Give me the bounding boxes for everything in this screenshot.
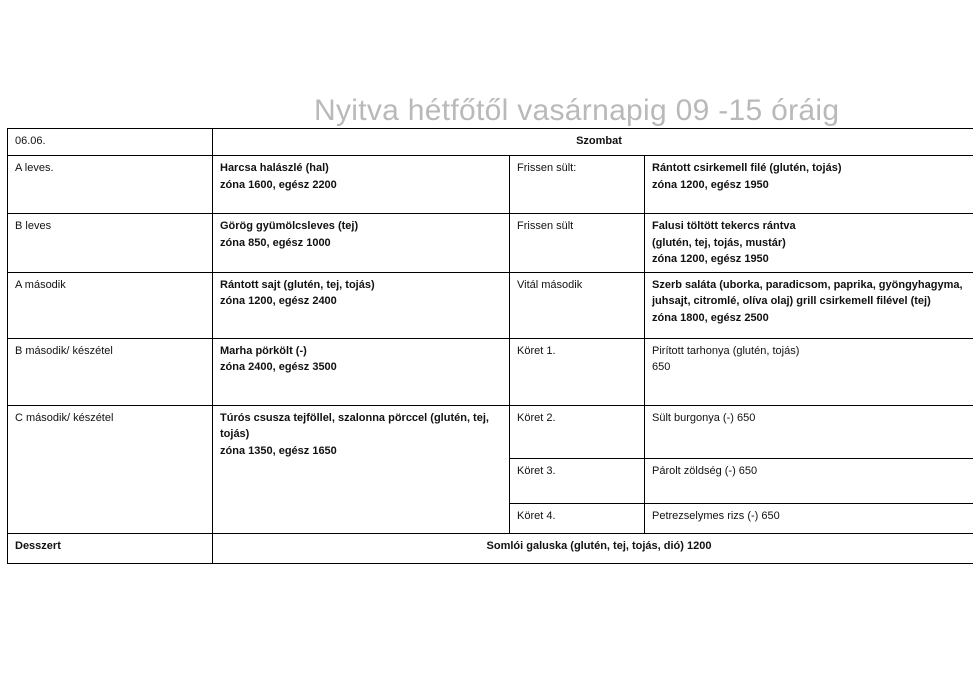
side-dish-price: 650 bbox=[652, 361, 671, 373]
garnish-label: Köret 3. bbox=[510, 458, 645, 503]
row-label: B leves bbox=[8, 214, 213, 273]
menu-date: 06.06. bbox=[8, 129, 213, 156]
watermark-region bbox=[300, 88, 860, 126]
dish-cell bbox=[213, 338, 510, 405]
dish-name: Görög gyümölcsleves (tej) bbox=[220, 220, 359, 232]
garnish-label: Köret 2. bbox=[510, 405, 645, 458]
side-dish-allergens: (glutén, tej, tojás, mustár) bbox=[652, 236, 786, 249]
table-row-a-main bbox=[8, 272, 973, 338]
dish-cell bbox=[213, 214, 510, 273]
table-row-b-main bbox=[8, 338, 973, 405]
garnish-label: Köret 4. bbox=[510, 503, 645, 533]
dish-price: zóna 1600, egész 2200 bbox=[220, 178, 337, 191]
dish-price: zóna 850, egész 1000 bbox=[220, 236, 331, 249]
row-label: B második/ készétel bbox=[8, 338, 213, 405]
side-label: Frissen sült: bbox=[510, 156, 645, 214]
table-row-dessert bbox=[8, 533, 973, 563]
side-dish-price: zóna 1200, egész 1950 bbox=[652, 178, 769, 191]
table-row-b-soup bbox=[8, 214, 973, 273]
side-dish-price: zóna 1800, egész 2500 bbox=[652, 311, 769, 324]
side-dish-name: Rántott csirkemell filé (glutén, tojás) bbox=[652, 162, 842, 174]
side-dish-cell bbox=[645, 338, 973, 405]
dish-cell bbox=[213, 272, 510, 338]
side-label: Köret 1. bbox=[510, 338, 645, 405]
row-label: C második/ készétel bbox=[8, 405, 213, 533]
side-label: Frissen sült bbox=[510, 214, 645, 273]
garnish-value: Sült burgonya (-) 650 bbox=[645, 405, 973, 458]
side-dish-name: Falusi töltött tekercs rántva bbox=[652, 220, 796, 232]
dessert-label: Desszert bbox=[8, 533, 213, 563]
side-dish-name: Pirított tarhonya (glutén, tojás) bbox=[652, 344, 800, 357]
dish-name: Harcsa halászlé (hal) bbox=[220, 162, 329, 174]
table-row-c-main bbox=[8, 405, 973, 458]
dessert-value: Somlói galuska (glutén, tej, tojás, dió) 1200 bbox=[213, 533, 973, 563]
header-row bbox=[8, 129, 973, 156]
dish-name: Túrós csusza tejföllel, szalonna pörccel (glutén, tej, tojás) bbox=[220, 411, 489, 440]
side-label: Vitál második bbox=[510, 272, 645, 338]
row-label: A második bbox=[8, 272, 213, 338]
dish-price: zóna 1200, egész 2400 bbox=[220, 295, 337, 307]
daily-menu-table bbox=[7, 128, 973, 564]
table-row-a-soup bbox=[8, 156, 973, 214]
side-dish-name: Szerb saláta (uborka, paradicsom, paprika, gyöngyhagyma, juhsajt, citromlé, olíva olaj) grill csirkemell filével (tej) bbox=[652, 278, 963, 307]
garnish-value: Párolt zöldség (-) 650 bbox=[645, 458, 973, 503]
opening-hours-watermark: Nyitva hétfőtől vasárnapig 09 -15 óráig bbox=[314, 94, 840, 126]
row-label: A leves. bbox=[8, 156, 213, 214]
side-dish-cell bbox=[645, 156, 973, 214]
garnish-value: Petrezselymes rizs (-) 650 bbox=[645, 503, 973, 533]
dish-cell bbox=[213, 405, 510, 533]
menu-day: Szombat bbox=[213, 129, 973, 156]
side-dish-cell bbox=[645, 272, 973, 338]
dish-name: Marha pörkölt (-) bbox=[220, 344, 307, 357]
dish-name: Rántott sajt (glutén, tej, tojás) bbox=[220, 278, 375, 291]
side-dish-price: zóna 1200, egész 1950 bbox=[652, 253, 769, 265]
side-dish-cell bbox=[645, 214, 973, 273]
dish-cell bbox=[213, 156, 510, 214]
dish-price: zóna 1350, egész 1650 bbox=[220, 444, 337, 457]
dish-price: zóna 2400, egész 3500 bbox=[220, 361, 337, 373]
